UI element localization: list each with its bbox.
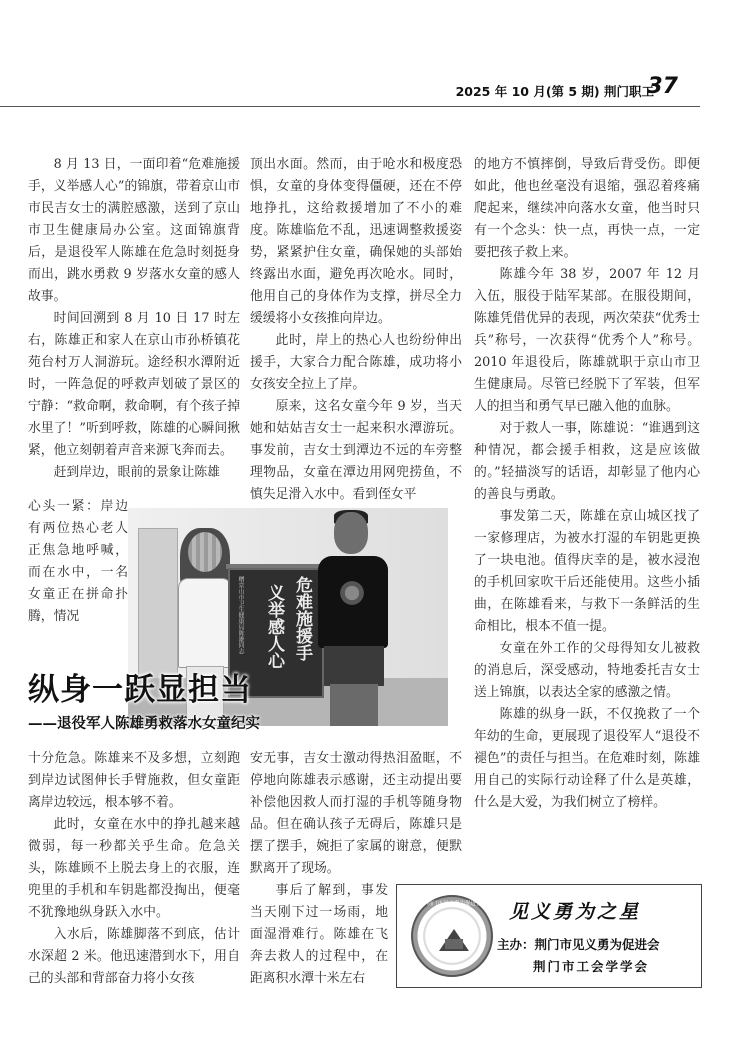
column-title: 见义勇为之星 xyxy=(509,901,642,923)
paragraph: 入水后，陈雄脚落不到底，估计水深超 2 米。他迅速潜到水下，用自己的头部和背部奋力将小女孩 xyxy=(28,927,240,986)
association-emblem xyxy=(411,895,493,977)
paragraph: 事发第二天，陈雄在京山城区找了一家修理店，为被水打湿的车钥匙更换了一块电池。值得庆幸的是，被水浸泡的手机回家吹干后还能使用。这些小插曲，在陈雄看来，与救下一条鲜活的生命相比，根本不值一提。 xyxy=(474,509,700,634)
paragraph: 陈雄今年 38 岁，2007 年 12 月入伍，服役于陆军某部。在服役期间，陈雄凭借优异的表现，两次荣获“优秀士兵”称号，一次获得“优秀个人”称号。2010 年退役后，陈雄就职于京山市卫生健康局。尽管已经脱下了军装，但军人的担当和勇气早已融入他的血脉。 xyxy=(474,267,700,414)
article-title: 纵身一跃显担当 xyxy=(28,672,252,708)
paragraph: 女童在外工作的父母得知女儿被救的消息后，深受感动，特地委托吉女士送上锦旗，以表达全家的感激之情。 xyxy=(474,641,700,700)
col2-bottom-text xyxy=(250,748,462,880)
article-title-block xyxy=(0,664,470,740)
paragraph: 陈雄的纵身一跃，不仅挽救了一个年幼的生命，更展现了退役军人“退役不褪色”的责任与担当。在危难时刻，陈雄用自己的实际行动诠释了什么是英雄，什么是大爱，为我们树立了榜样。 xyxy=(474,707,700,810)
paragraph: 此时，女童在水中的挣扎越来越微弱，每一秒都关乎生命。危急关头，陈雄顾不上脱去身上的衣服，连兜里的手机和车钥匙都没掏出，便毫不犹豫地纵身跃入水中。 xyxy=(28,817,240,920)
girl-figure xyxy=(178,578,232,668)
paragraph: 原来，这名女童今年 9 岁，当天她和姑姑吉女士一起来积水潭游玩。事发前，吉女士到潭边不远的车旁整理物品，女童在潭边用网兜捞鱼，不慎失足滑入水中。看到侄女平 xyxy=(250,399,462,502)
col3-text xyxy=(474,154,700,814)
paragraph: 此时，岸上的热心人也纷纷伸出援手，大家合力配合陈雄，成功将小女孩安全拉上了岸。 xyxy=(250,333,462,392)
paragraph: 8 月 13 日，一面印着“危难施援手，义举感人心”的锦旗，带着京山市市民吉女士的满腔感激，送到了京山市卫生健康局办公室。这面锦旗背后，是退役军人陈雄在危急时刻挺身而出，跳水勇救 9 岁落水女童的感人故事。 xyxy=(28,157,240,304)
header-rule xyxy=(0,106,700,107)
paragraph: 事后了解到，事发当天刚下过一场雨，地面湿滑难行。陈雄在飞奔去救人的过程中，在距离积水潭十米左右 xyxy=(250,883,388,986)
paragraph: 十分危急。陈雄来不及多想，立刻跑到岸边试图伸长手臂施救，但女童距离岸边较远，根本够不着。 xyxy=(28,751,240,810)
article-subtitle: ——退役军人陈雄勇救落水女童纪实 xyxy=(28,715,260,732)
page-header xyxy=(0,74,750,104)
man-head xyxy=(334,512,368,554)
page-number: 37 xyxy=(647,74,678,99)
banner-text-2: 义举感人心 xyxy=(264,584,284,669)
col2-narrow-text xyxy=(250,880,388,990)
mountain-icon xyxy=(439,921,469,953)
girl-face-mosaic xyxy=(188,532,222,572)
paragraph: 心头一紧：岸边有两位热心老人正焦急地呼喊，而在水中，一名女童正在拼命扑腾，情况 xyxy=(28,499,128,624)
tshirt-print xyxy=(334,578,370,608)
paragraph: 顶出水面。然而，由于呛水和极度恐惧，女童的身体变得僵硬，还在不停地挣扎，这给救援增加了不小的难度。陈雄临危不乱，迅速调整救援姿势，紧紧护住女童，确保她的头部始终露出水面，避免再次呛水。同时，他用自己的身体作为支撑，拼尽全力缓缓将小女孩推向岸边。 xyxy=(250,157,462,326)
col1-narrow-text xyxy=(28,496,128,628)
paragraph: 赶到岸边，眼前的景象让陈雄 xyxy=(53,465,220,480)
column-sponsor-box xyxy=(396,884,702,988)
emblem-text: 荆门市见义勇为促进会 xyxy=(426,901,482,907)
sponsor-line-1: 主办：荆门市见义勇为促进会 xyxy=(497,937,660,952)
col1-top-text xyxy=(28,154,240,484)
col2-top-text xyxy=(250,154,462,506)
paragraph: 安无事，吉女士激动得热泪盈眶，不停地向陈雄表示感谢，还主动提出要补偿他因救人而打湿的手机等随身物品。但在确认孩子无碍后，陈雄只是摆了摆手，婉拒了家属的谢意，便默默离开了现场。 xyxy=(250,751,462,876)
paragraph: 对于救人一事，陈雄说：“谁遇到这种情况，都会援手相救，这是应该做的。”轻描淡写的话语，却彰显了他内心的善良与勇敢。 xyxy=(474,421,700,502)
paragraph: 时间回溯到 8 月 10 日 17 时左右，陈雄正和家人在京山市孙桥镇花苑台村万人洞游玩。途经积水潭附近时，一阵急促的呼救声划破了景区的宁静：“救命啊，救命啊，有个孩子掉水里了！”听到呼救，陈雄的心瞬间揪紧，他立刻朝着声音来源飞奔而去。 xyxy=(28,311,240,458)
banner-text-1: 危难施援手 xyxy=(292,576,312,661)
banner-small-text: 赠京山市卫生健康局陈雄同志 xyxy=(237,576,244,654)
col1-bottom-text xyxy=(28,748,240,990)
paragraph: 的地方不慎摔倒，导致后背受伤。即便如此，他也丝毫没有退缩，强忍着疼痛爬起来，继续冲向落水女童，他当时只有一个念头：快一点，再快一点，一定要把孩子救上来。 xyxy=(474,157,700,260)
sponsor-line-2: 荆门市工会学学会 xyxy=(533,959,650,974)
issue-info: 2025 年 10 月(第 5 期) 荆门职工 xyxy=(455,84,654,99)
